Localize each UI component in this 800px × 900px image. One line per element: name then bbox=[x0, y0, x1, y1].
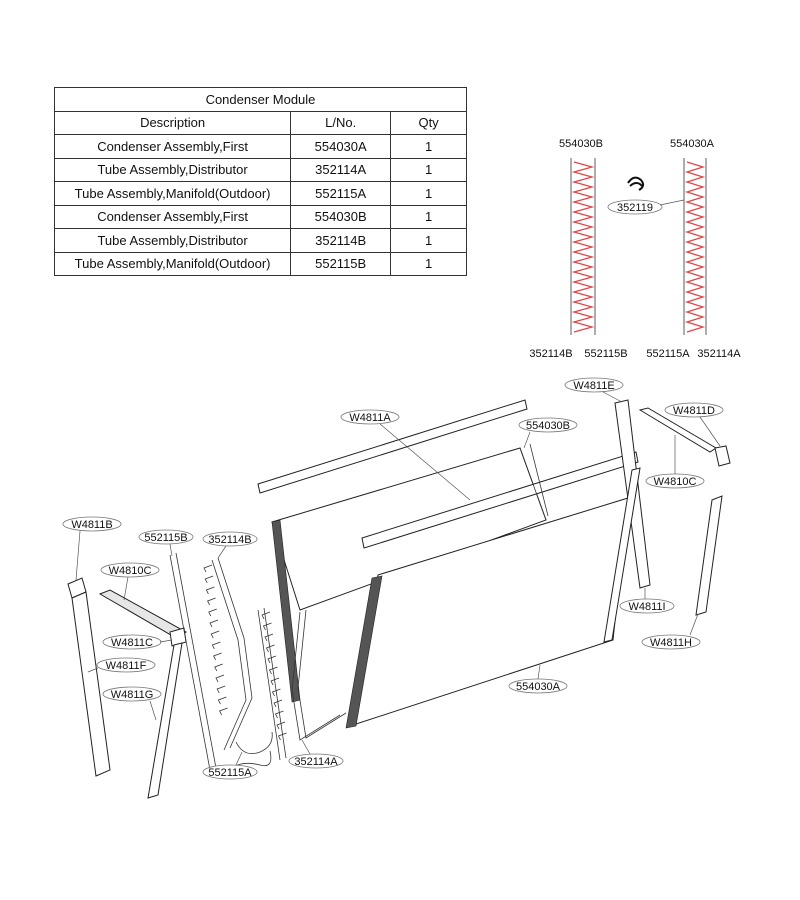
callout-552115b bbox=[139, 530, 193, 556]
capillary-stub bbox=[220, 708, 228, 715]
cell-lno: 352114B bbox=[291, 229, 391, 253]
svg-text:W4811A: W4811A bbox=[349, 412, 391, 424]
cell-description: Tube Assembly,Manifold(Outdoor) bbox=[55, 252, 291, 276]
capillary-stub bbox=[205, 576, 213, 583]
callout-w4811e bbox=[565, 378, 623, 402]
cell-qty: 1 bbox=[391, 205, 467, 229]
capillary-stub bbox=[262, 612, 270, 619]
svg-text:552115B: 552115B bbox=[144, 532, 188, 544]
svg-text:554030A: 554030A bbox=[515, 681, 561, 693]
cell-description: Tube Assembly,Distributor bbox=[55, 158, 291, 182]
capillary-stub bbox=[216, 675, 224, 682]
capillary-stub bbox=[215, 664, 223, 671]
svg-text:W4811B: W4811B bbox=[71, 519, 113, 531]
left-post-rear bbox=[72, 592, 110, 776]
right-post-rear bbox=[696, 496, 722, 615]
capillary-stub bbox=[209, 609, 217, 616]
cell-lno: 554030B bbox=[291, 205, 391, 229]
callout-w4811f bbox=[88, 658, 155, 672]
capillary-stub bbox=[264, 623, 272, 630]
manifold-tube-a bbox=[258, 610, 280, 760]
header-description: Description bbox=[55, 111, 291, 135]
capillary-stub bbox=[206, 587, 214, 594]
header-qty: Qty bbox=[391, 111, 467, 135]
coil-label-top-left: 554030B bbox=[558, 138, 604, 150]
callout-554030b bbox=[519, 418, 577, 448]
svg-text:W4811H: W4811H bbox=[650, 637, 692, 649]
cell-qty: 1 bbox=[391, 229, 467, 253]
cell-description: Tube Assembly,Manifold(Outdoor) bbox=[55, 182, 291, 206]
cell-description: Condenser Assembly,First bbox=[55, 205, 291, 229]
coil-center-part: 352119 bbox=[617, 202, 653, 214]
callout-w4811c bbox=[103, 635, 172, 649]
coil-left-zigzag bbox=[574, 162, 592, 332]
cell-description: Condenser Assembly,First bbox=[55, 135, 291, 159]
capillary-stub bbox=[210, 620, 218, 627]
cell-qty: 1 bbox=[391, 158, 467, 182]
distributor-tubes-b bbox=[204, 565, 228, 715]
callout-352114b bbox=[203, 532, 257, 558]
svg-text:352114B: 352114B bbox=[208, 534, 252, 546]
capillary-stub bbox=[218, 697, 226, 704]
svg-text:W4810C: W4810C bbox=[653, 476, 697, 488]
callout-w4811i bbox=[620, 588, 674, 613]
cell-lno: 352114A bbox=[291, 158, 391, 182]
coil-bottom-label: 352114B bbox=[529, 348, 573, 360]
svg-text:W4810C: W4810C bbox=[108, 565, 152, 577]
capillary-stub bbox=[214, 653, 222, 660]
coil-label-top-right: 554030A bbox=[669, 138, 715, 150]
svg-text:W4811D: W4811D bbox=[673, 405, 715, 417]
callout-w4811h bbox=[642, 614, 700, 649]
svg-text:W4811E: W4811E bbox=[573, 380, 615, 392]
cell-lno: 552115B bbox=[291, 252, 391, 276]
right-corner-cap bbox=[715, 446, 730, 466]
svg-text:W4811G: W4811G bbox=[110, 689, 154, 701]
coil-bottom-label: 352114A bbox=[697, 348, 741, 360]
capillary-stub bbox=[211, 631, 219, 638]
svg-text:554030B: 554030B bbox=[525, 420, 571, 432]
svg-text:W4811F: W4811F bbox=[105, 660, 147, 672]
cell-qty: 1 bbox=[391, 182, 467, 206]
coil-bottom-label: 552115B bbox=[584, 348, 628, 360]
svg-text:W4811I: W4811I bbox=[628, 601, 666, 613]
cell-qty: 1 bbox=[391, 252, 467, 276]
callout-552115a bbox=[203, 752, 257, 779]
cell-description: Tube Assembly,Distributor bbox=[55, 229, 291, 253]
svg-text:352114A: 352114A bbox=[294, 756, 338, 768]
coil-right-zigzag bbox=[687, 162, 703, 332]
callout-w4811g bbox=[103, 687, 161, 720]
cell-qty: 1 bbox=[391, 135, 467, 159]
capillary-stub bbox=[212, 642, 220, 649]
coil-detail bbox=[529, 138, 741, 360]
return-bend-icon bbox=[628, 178, 643, 190]
capillary-stub bbox=[217, 686, 225, 693]
svg-text:W4811C: W4811C bbox=[111, 637, 153, 649]
table-title: Condenser Module bbox=[55, 88, 467, 112]
callout-352114a bbox=[289, 740, 343, 768]
cell-lno: 554030A bbox=[291, 135, 391, 159]
cell-lno: 552115A bbox=[291, 182, 391, 206]
capillary-stub bbox=[204, 565, 212, 572]
header-lno: L/No. bbox=[291, 111, 391, 135]
capillary-stub bbox=[208, 598, 216, 605]
coil-bottom-label: 552115A bbox=[646, 348, 690, 360]
svg-text:552115A: 552115A bbox=[208, 767, 252, 779]
